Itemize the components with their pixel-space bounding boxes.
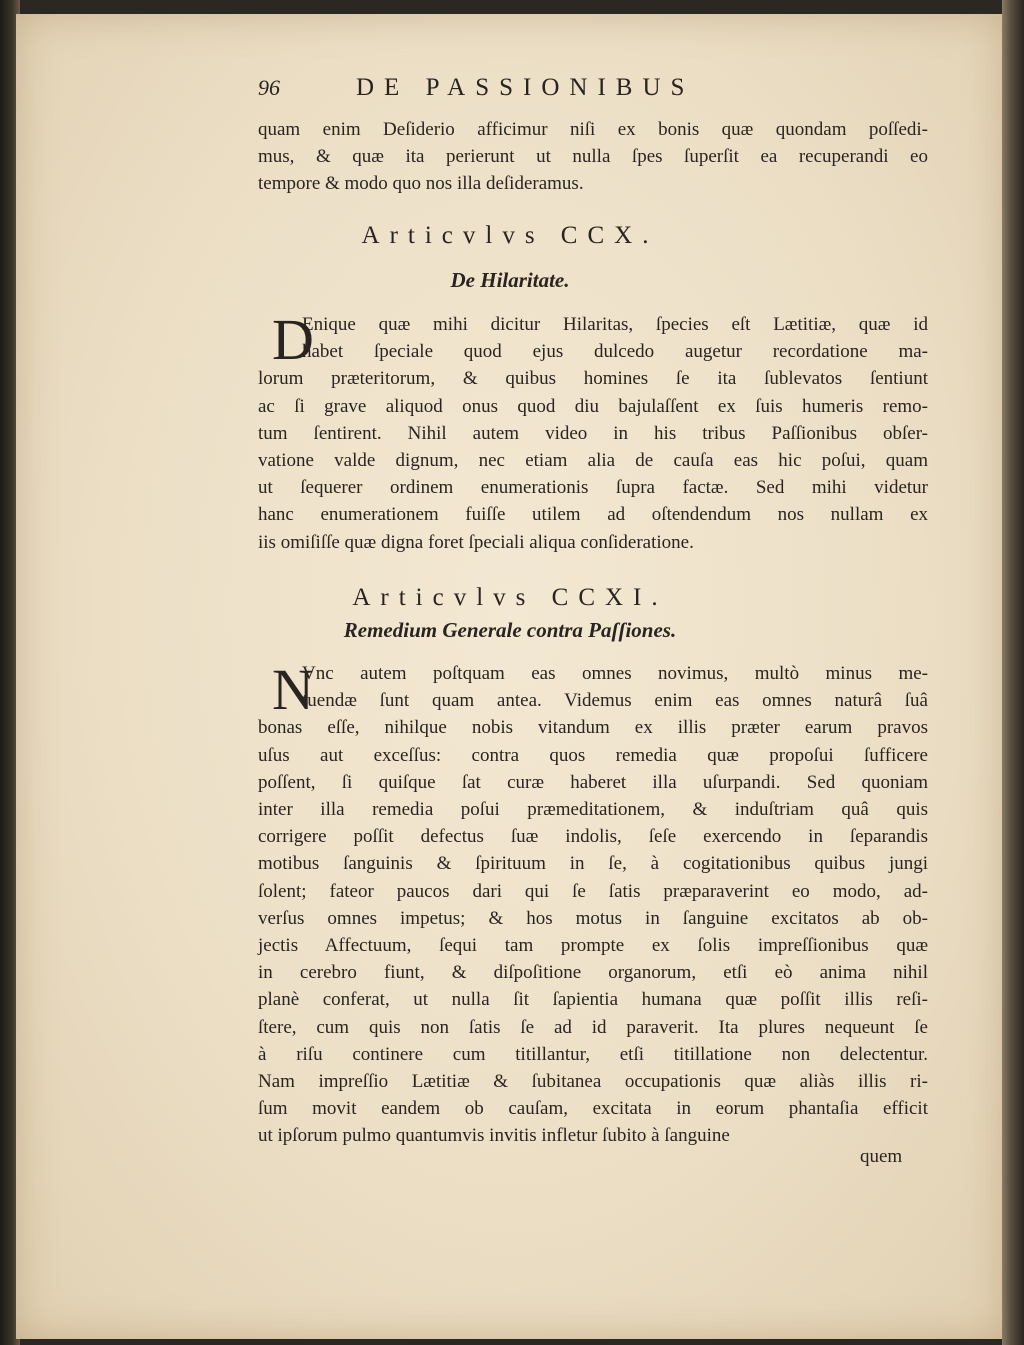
text-line: ut ſequerer ordinem enumerationis ſupra factæ. Sed mihi videtur	[258, 477, 928, 499]
catchword: quem	[860, 1146, 903, 1167]
text-line: ut ipſorum pulmo quantumvis invitis infletur ſubito à ſanguine	[258, 1125, 730, 1147]
text-line: Vnc autem poſtquam eas omnes novimus, multò minus me-	[302, 663, 928, 684]
text-line: tempore & modo quo nos illa deſideramus.	[258, 173, 584, 195]
article-211-title: Articvlvs CCXI.	[352, 584, 668, 611]
text-line: bonas eſſe, nihilque nobis vitandum ex illis præter earum pravos	[258, 717, 928, 739]
article-211-subtitle: Remedium Generale contra Paſſiones.	[343, 618, 677, 642]
text-line: mus, & quæ ita perierunt ut nulla ſpes ſuperſit ea recuperandi eo	[258, 146, 928, 168]
text-line: planè conferat, ut nulla ſit ſapientia humana quæ poſſit illis reſi-	[258, 989, 928, 1011]
text-line: tum ſentirent. Nihil autem video in his tribus Paſſionibus obſer-	[258, 422, 928, 444]
running-title: DE PASSIONIBUS	[356, 74, 695, 101]
text-line: ac ſi grave aliquod onus quod diu bajulaſſent ex ſuis humeris remo-	[258, 395, 928, 417]
text-line: corrigere poſſit defectus ſuæ indolis, ſeſe exercendo in ſeparandis	[258, 826, 928, 848]
article-210-subtitle: De Hilaritate.	[450, 268, 570, 292]
article-210-dropcap: D	[272, 307, 314, 372]
text-line: jectis Affectuum, ſequi tam prompte ex ſolis impreſſionibus quæ	[258, 935, 928, 956]
text-line: ſolent; fateor paucos dari qui ſe ſatis præparaverint eo modo, ad-	[258, 880, 928, 902]
article-211-dropcap: N	[272, 657, 314, 722]
text-line: quam enim Deſiderio afficimur niſi ex bonis quæ quondam poſſedi-	[258, 119, 928, 140]
page-number: 96	[258, 75, 280, 100]
text-line: uſus aut exceſſus: contra quos remedia quæ propoſui ſufficere	[258, 744, 928, 766]
text-line: inter illa remedia poſui præmeditationem, & induſtriam quâ quis	[258, 799, 928, 820]
text-line: vatione valde dignum, nec etiam alia de cauſa eas hic poſui, quam	[258, 450, 928, 471]
text-line: Enique quæ mihi dicitur Hilaritas, ſpecies eſt Lætitiæ, quæ id	[302, 314, 928, 335]
text-line: ſum movit eandem ob cauſam, excitata in eorum phantaſia efficit	[258, 1098, 928, 1120]
text-line: à riſu continere cum titillantur, etſi titillatione non delectentur.	[258, 1043, 928, 1065]
text-line: Nam impreſſio Lætitiæ & ſubitanea occupationis quæ aliàs illis ri-	[258, 1071, 928, 1092]
text-line: in cerebro fiunt, & diſpoſitione organorum, etſi eò anima nihil	[258, 962, 928, 984]
text-line: hanc enumerationem fuiſſe utilem ad oſtendendum nos nullam ex	[258, 504, 928, 526]
text-line: verſus omnes impetus; & hos motus in ſanguine excitatos ab ob-	[258, 907, 928, 929]
text-line: motibus ſanguinis & ſpirituum in ſe, à cogitationibus quibus jungi	[258, 853, 928, 875]
text-line: tuendæ ſunt quam antea. Videmus enim eas omnes naturâ ſuâ	[302, 690, 928, 712]
scan-right-edge	[1002, 0, 1024, 1345]
text-line: poſſent, ſi quiſque ſat curæ haberet illa uſurpandi. Sed quoniam	[258, 771, 928, 793]
text-line: ſtere, cum quis non ſatis ſe ad id paraverit. Ita plures nequeunt ſe	[258, 1016, 928, 1038]
article-210-title: Articvlvs CCX.	[361, 222, 659, 249]
running-head	[258, 74, 798, 108]
text-line: iis omiſiſſe quæ digna foret ſpeciali aliqua conſideratione.	[258, 531, 694, 553]
text-line: lorum præteritorum, & quibus homines ſe ita ſublevatos ſentiunt	[258, 368, 928, 390]
text-line: habet ſpeciale quod ejus dulcedo augetur recordatione ma-	[302, 341, 928, 363]
